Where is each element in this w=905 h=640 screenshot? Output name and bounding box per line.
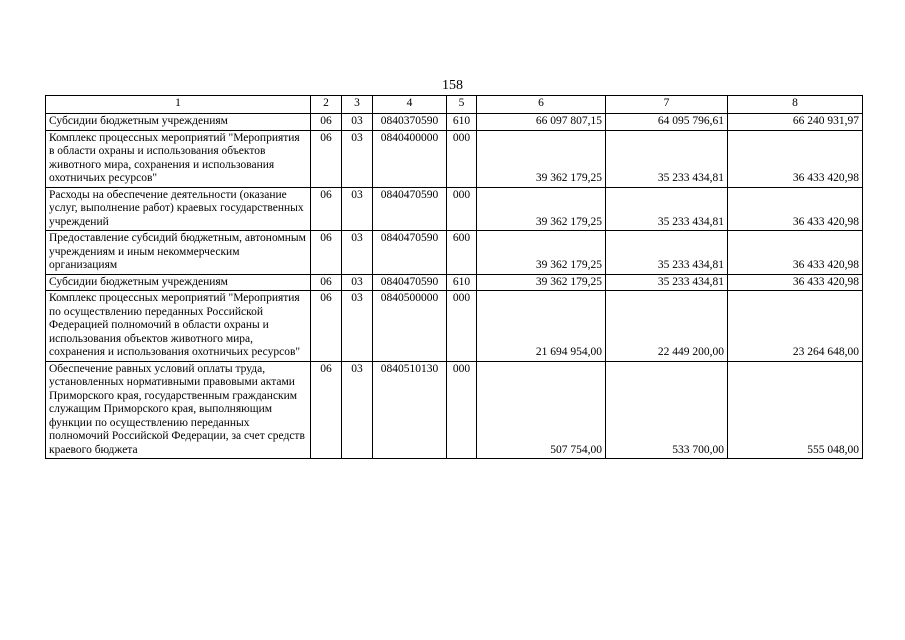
subsection-code: 03 — [342, 130, 373, 187]
table-row — [46, 361, 863, 459]
page-number: 158 — [442, 78, 463, 93]
target-article-code: 0840370590 — [373, 114, 447, 131]
column-header: 1 — [46, 96, 311, 114]
target-article-code: 0840400000 — [373, 130, 447, 187]
expense-type-code: 000 — [447, 187, 477, 231]
table-header-row — [46, 96, 863, 114]
column-header: 2 — [311, 96, 342, 114]
target-article-code: 0840510130 — [373, 361, 447, 459]
target-article-code: 0840470590 — [373, 187, 447, 231]
amount-col-6: 39 362 179,25 — [477, 130, 606, 187]
column-header: 7 — [606, 96, 728, 114]
expense-type-code: 610 — [447, 114, 477, 131]
amount-col-8: 36 433 420,98 — [728, 187, 863, 231]
amount-col-6: 39 362 179,25 — [477, 231, 606, 275]
subsection-code: 03 — [342, 274, 373, 291]
column-header: 8 — [728, 96, 863, 114]
target-article-code: 0840470590 — [373, 231, 447, 275]
amount-col-8: 555 048,00 — [728, 361, 863, 459]
column-header: 4 — [373, 96, 447, 114]
amount-col-8: 36 433 420,98 — [728, 130, 863, 187]
table-row — [46, 130, 863, 187]
amount-col-7: 35 233 434,81 — [606, 231, 728, 275]
expense-type-code: 000 — [447, 361, 477, 459]
section-code: 06 — [311, 130, 342, 187]
section-code: 06 — [311, 274, 342, 291]
amount-col-8: 36 433 420,98 — [728, 231, 863, 275]
amount-col-6: 39 362 179,25 — [477, 187, 606, 231]
table-row — [46, 231, 863, 275]
row-name: Комплекс процессных мероприятий "Мероприятия в области охраны и использования объектов животного мира, сохранения и использования охотничьих ресурсов" — [46, 130, 311, 187]
table-row — [46, 187, 863, 231]
section-code: 06 — [311, 114, 342, 131]
section-code: 06 — [311, 187, 342, 231]
amount-col-8: 23 264 648,00 — [728, 291, 863, 362]
table-row — [46, 291, 863, 362]
amount-col-6: 66 097 807,15 — [477, 114, 606, 131]
expense-type-code: 610 — [447, 274, 477, 291]
amount-col-7: 35 233 434,81 — [606, 274, 728, 291]
section-code: 06 — [311, 361, 342, 459]
amount-col-8: 66 240 931,97 — [728, 114, 863, 131]
target-article-code: 0840470590 — [373, 274, 447, 291]
amount-col-7: 22 449 200,00 — [606, 291, 728, 362]
row-name: Предоставление субсидий бюджетным, автономным учреждениям и иным некоммерческим организациям — [46, 231, 311, 275]
row-name: Комплекс процессных мероприятий "Мероприятия по осуществлению переданных Российской Федерацией полномочий в области охраны и использования объектов животного мира, сохранения и использования охотничьих ресурсов" — [46, 291, 311, 362]
amount-col-7: 35 233 434,81 — [606, 130, 728, 187]
column-header: 6 — [477, 96, 606, 114]
expense-type-code: 000 — [447, 130, 477, 187]
subsection-code: 03 — [342, 114, 373, 131]
expense-type-code: 600 — [447, 231, 477, 275]
amount-col-7: 35 233 434,81 — [606, 187, 728, 231]
amount-col-7: 533 700,00 — [606, 361, 728, 459]
table-row — [46, 114, 863, 131]
subsection-code: 03 — [342, 291, 373, 362]
amount-col-6: 39 362 179,25 — [477, 274, 606, 291]
section-code: 06 — [311, 231, 342, 275]
subsection-code: 03 — [342, 187, 373, 231]
subsection-code: 03 — [342, 231, 373, 275]
row-name: Расходы на обеспечение деятельности (оказание услуг, выполнение работ) краевых государственных учреждений — [46, 187, 311, 231]
budget-table — [45, 95, 863, 459]
amount-col-8: 36 433 420,98 — [728, 274, 863, 291]
amount-col-6: 507 754,00 — [477, 361, 606, 459]
target-article-code: 0840500000 — [373, 291, 447, 362]
amount-col-6: 21 694 954,00 — [477, 291, 606, 362]
expense-type-code: 000 — [447, 291, 477, 362]
row-name: Субсидии бюджетным учреждениям — [46, 274, 311, 291]
table-row — [46, 274, 863, 291]
column-header: 5 — [447, 96, 477, 114]
amount-col-7: 64 095 796,61 — [606, 114, 728, 131]
row-name: Обеспечение равных условий оплаты труда, установленных нормативными правовыми актами Приморского края, государственным гражданским служащим Приморского края, выполняющим функции по осуществлению переданных полномочий Российской Федерации, за счет средств краевого бюджета — [46, 361, 311, 459]
column-header: 3 — [342, 96, 373, 114]
section-code: 06 — [311, 291, 342, 362]
subsection-code: 03 — [342, 361, 373, 459]
row-name: Субсидии бюджетным учреждениям — [46, 114, 311, 131]
